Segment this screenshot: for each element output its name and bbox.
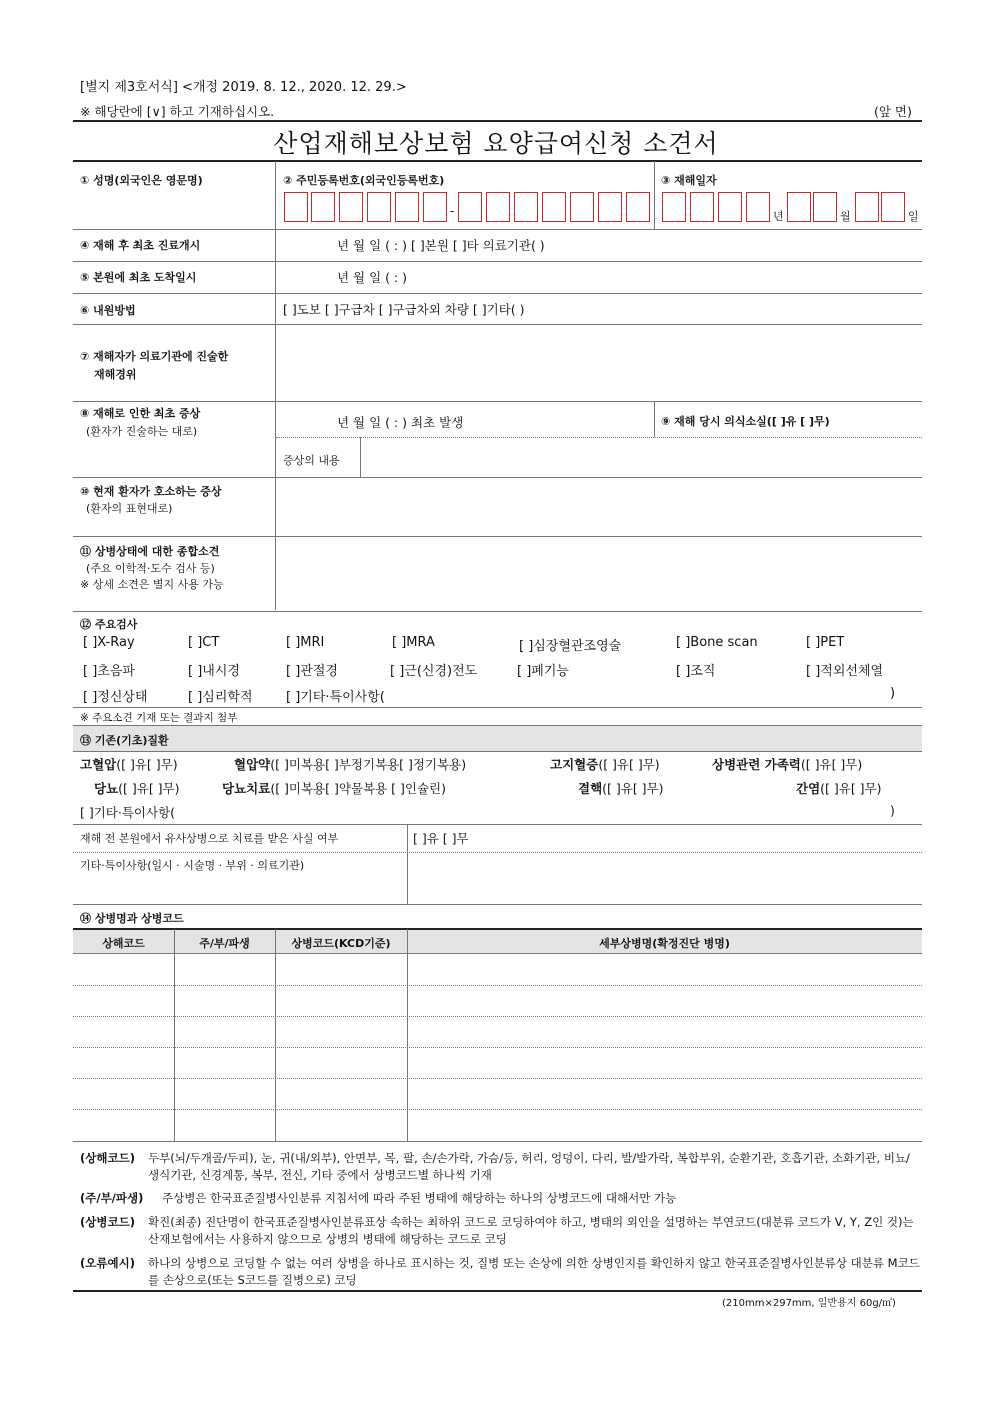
year-digit-box[interactable] (746, 192, 770, 222)
existing-other[interactable]: [ ]기타·특이사항( (80, 805, 176, 820)
bp-medication-options[interactable]: ([ ]미복용[ ]부정기복용[ ]정기복용) (270, 757, 467, 772)
rrn-digit-box[interactable] (339, 192, 363, 222)
family-history-label: 상병관련 가족력 (712, 757, 801, 772)
exam-xray[interactable]: [ ]X-Ray (83, 635, 135, 650)
tuberculosis-options[interactable]: ([ ]유[ ]무) (602, 781, 664, 796)
exam-mra[interactable]: [ ]MRA (392, 635, 435, 650)
year-digit-box[interactable] (662, 192, 686, 222)
bp-medication-field[interactable] (234, 755, 466, 773)
note-key: (오류예시) (80, 1256, 135, 1270)
title-bottom-rule (73, 160, 922, 162)
col-disease-name: 세부상병명(확정진단 병명) (599, 937, 730, 950)
exam-ct[interactable]: [ ]CT (188, 635, 220, 650)
month-digit-box[interactable] (787, 192, 811, 222)
note-injury-code (80, 1150, 920, 1184)
exam-other[interactable]: [ ]기타·특이사항( (286, 690, 385, 705)
col-injury-code: 상해코드 (102, 937, 145, 950)
rrn-label: ② 주민등록번호(외국인등록번호) (283, 174, 445, 187)
arrival-time-label: ⑤ 본원에 최초 도착일시 (80, 271, 197, 284)
rrn-digit-box[interactable] (395, 192, 419, 222)
existing-disease-label: ⑬ 기존(기초)질환 (80, 734, 169, 747)
year-digit-box[interactable] (718, 192, 742, 222)
accident-history-label: ⑦ 재해자가 의료기관에 진술한 (80, 350, 229, 363)
diagnosis-row[interactable] (73, 1110, 922, 1140)
exam-psychological[interactable]: [ ]심리학적 (188, 690, 253, 705)
month-digit-box[interactable] (813, 192, 837, 222)
diabetes-label: 당뇨 (94, 781, 119, 796)
name-field[interactable] (80, 190, 270, 224)
similar-treatment-label: 재해 전 본원에서 유사상병으로 치료를 받은 사실 여부 (80, 832, 339, 845)
consciousness-loss[interactable]: ⑨ 재해 당시 의식소실([ ]유 [ ]무) (661, 415, 830, 428)
page-side: (앞 면) (874, 104, 912, 119)
symptom-content-field[interactable] (365, 440, 918, 474)
day-digit-box[interactable] (881, 192, 905, 222)
hyperlipidemia-options[interactable]: ([ ]유[ ]무) (598, 757, 660, 772)
hepatitis-options[interactable]: ([ ]유[ ]무) (820, 781, 882, 796)
diagnosis-row[interactable] (73, 1048, 922, 1078)
overall-opinion-label: ⑪ 상병상태에 대한 종합소견 (80, 545, 220, 558)
instruction-text: ※ 해당란에 [∨] 하고 기재하십시오. (80, 104, 275, 119)
rrn-digit-box[interactable] (284, 192, 308, 222)
current-symptom-sub: (환자의 표현대로) (86, 502, 173, 515)
exam-bone-scan[interactable]: [ ]Bone scan (676, 635, 758, 650)
family-history-options[interactable]: ([ ]유[ ]무) (800, 757, 863, 772)
page-title: 산업재해보상보험 요양급여신청 소견서 (273, 129, 719, 158)
rrn-digit-box[interactable] (423, 192, 447, 222)
diabetes-treatment-label: 당뇨치료 (222, 781, 271, 796)
hypertension-field[interactable] (80, 755, 178, 773)
name-label: ① 성명(외국인은 영문명) (80, 174, 203, 187)
rrn-dash: - (450, 204, 455, 218)
first-treatment-value[interactable]: 년 월 일 ( : ) [ ]본원 [ ]타 의료기관( ) (337, 238, 545, 253)
note-text: 확진(최종) 진단명이 한국표준질병사인분류표상 속하는 최하위 코드로 코딩하여야 하고, 병태의 외인을 설명하는 부연코드(대분류 코드가 V, Y, Z인 것)는 산재보험에서는 사용하지 않으므로 상병의 병태에 해당하는 코드로 코딩 (148, 1215, 914, 1246)
paper-spec: (210mm×297mm, 일반용지 60g/㎡) (722, 1298, 896, 1309)
exam-arthroscopy[interactable]: [ ]관절경 (286, 664, 338, 679)
exam-mri[interactable]: [ ]MRI (286, 635, 325, 650)
diagnosis-row[interactable] (73, 1017, 922, 1047)
accident-history-label-2: 재해경위 (94, 368, 137, 381)
diabetes-treatment-options[interactable]: ([ ]미복용[ ]약물복용 [ ]인슐린) (270, 781, 446, 796)
hypertension-options[interactable]: ([ ]유[ ]무) (116, 757, 178, 772)
initial-symptom-date[interactable]: 년 월 일 ( : ) 최초 발생 (337, 415, 464, 430)
exam-ultrasound[interactable]: [ ]초음파 (83, 664, 135, 679)
exam-mental[interactable]: [ ]정신상태 (83, 690, 148, 705)
tuberculosis-label: 결핵 (578, 781, 603, 796)
exams-note: ※ 주요소견 기재 또는 결과지 첨부 (80, 712, 238, 724)
rrn-digit-box[interactable] (311, 192, 335, 222)
rrn-digit-box[interactable] (367, 192, 391, 222)
rrn-digit-box[interactable] (458, 192, 482, 222)
diagnosis-label: ⑭ 상병명과 상병코드 (80, 912, 184, 925)
tuberculosis-field[interactable] (578, 779, 664, 797)
rrn-digit-box[interactable] (570, 192, 594, 222)
col-disease-code: 상병코드(KCD기준) (291, 937, 391, 950)
other-special-field[interactable] (412, 856, 918, 902)
hyperlipidemia-label: 고지혈증 (550, 757, 599, 772)
diagnosis-row[interactable] (73, 954, 922, 985)
diabetes-treatment-field[interactable] (222, 779, 446, 797)
exam-thermography[interactable]: [ ]적외선체열 (806, 664, 884, 679)
rrn-digit-box[interactable] (514, 192, 538, 222)
diagnosis-row[interactable] (73, 986, 922, 1016)
note-error-example (80, 1255, 920, 1289)
arrival-time-value[interactable]: 년 월 일 ( : ) (337, 270, 408, 285)
note-key: (상병코드) (80, 1215, 135, 1229)
family-history-field[interactable] (712, 755, 862, 773)
exam-biopsy[interactable]: [ ]조직 (676, 664, 716, 679)
overall-opinion-sub2: ※ 상세 소견은 별지 사용 가능 (80, 578, 224, 591)
similar-treatment-options[interactable]: [ ]유 [ ]무 (413, 831, 469, 846)
exam-pulmonary[interactable]: [ ]폐기능 (517, 664, 569, 679)
note-main-sub (80, 1190, 920, 1207)
first-treatment-label: ④ 재해 후 최초 진료개시 (80, 239, 201, 252)
note-key: (상해코드) (80, 1151, 135, 1165)
bp-medication-label: 혈압약 (234, 757, 271, 772)
diabetes-options[interactable]: ([ ]유[ ]무) (118, 781, 180, 796)
diagnosis-row[interactable] (73, 1079, 922, 1109)
rrn-digit-box[interactable] (598, 192, 622, 222)
exam-emg[interactable]: [ ]근(신경)전도 (390, 664, 478, 679)
overall-opinion-field[interactable] (280, 540, 918, 606)
note-disease-code (80, 1214, 920, 1248)
exam-angiography[interactable]: [ ]심장혈관조영술 (519, 639, 622, 654)
note-key: (주/부/파생) (80, 1191, 144, 1205)
overall-opinion-sub1: (주요 이학적·도수 검사 등) (86, 562, 215, 575)
diabetes-field[interactable] (94, 779, 180, 797)
form-number: [별지 제3호서식] <개정 2019. 8. 12., 2020. 12. 29.> (80, 80, 407, 95)
day-digit-box[interactable] (855, 192, 879, 222)
rrn-digit-box[interactable] (542, 192, 566, 222)
initial-symptom-sub: (환자가 진술하는 대로) (86, 425, 198, 438)
hepatitis-field[interactable] (796, 779, 882, 797)
accident-history-field[interactable] (280, 328, 918, 398)
note-text: 하나의 상병으로 코딩할 수 없는 여러 상병을 하나로 표시하는 것, 질병 또는 손상에 의한 상병인지를 확인하지 않고 한국표준질병사인분류상 대분류 M코드를 손상으로(또는 S코드를 질병으로) 코딩 (148, 1256, 920, 1287)
col-main-sub: 주/부/파생 (199, 937, 250, 950)
hepatitis-label: 간염 (796, 781, 821, 796)
other-special-label: 기타·특이사항(일시 · 시술명 · 부위 · 의료기관) (80, 859, 305, 872)
current-symptom-field[interactable] (280, 481, 918, 533)
hyperlipidemia-field[interactable] (550, 755, 660, 773)
note-text: 주상병은 한국표준질병사인분류 지침서에 따라 주된 병태에 해당하는 하나의 상병코드에 대해서만 가능 (162, 1191, 677, 1205)
exam-other-close: ) (890, 686, 896, 701)
initial-symptom-label: ⑧ 재해로 인한 최초 증상 (80, 407, 201, 420)
title-top-rule (73, 120, 922, 122)
visit-method-label: ⑥ 내원방법 (80, 304, 136, 317)
existing-other-close: ) (890, 803, 895, 818)
year-digit-box[interactable] (690, 192, 714, 222)
day-unit: 일 (908, 210, 919, 223)
current-symptom-label: ⑩ 현재 환자가 호소하는 증상 (80, 485, 222, 498)
exam-pet[interactable]: [ ]PET (806, 635, 845, 650)
rrn-digit-box[interactable] (486, 192, 510, 222)
exams-label: ⑫ 주요검사 (80, 618, 138, 631)
visit-method-options[interactable]: [ ]도보 [ ]구급차 [ ]구급차외 차량 [ ]기타( ) (283, 302, 525, 317)
year-unit: 년 (773, 210, 784, 223)
rrn-digit-box[interactable] (626, 192, 650, 222)
accident-date-label: ③ 재해일자 (661, 174, 717, 187)
note-text: 두부(뇌/두개골/두피), 눈, 귀(내/외부), 안면부, 목, 팔, 손/손가락, 가슴/등, 허리, 엉덩이, 다리, 발/발가락, 복합부위, 순환기관, 호흡기관, 소화기관, 비뇨/생식기관, 신경계통, 복부, 전신, 기타 중에서 상병코드별 하나씩 기재 (148, 1151, 910, 1182)
symptom-content-label: 증상의 내용 (283, 454, 340, 467)
exam-endoscopy[interactable]: [ ]내시경 (188, 664, 240, 679)
hypertension-label: 고혈압 (80, 757, 117, 772)
existing-disease-header-bg (73, 726, 922, 751)
month-unit: 월 (840, 210, 851, 223)
